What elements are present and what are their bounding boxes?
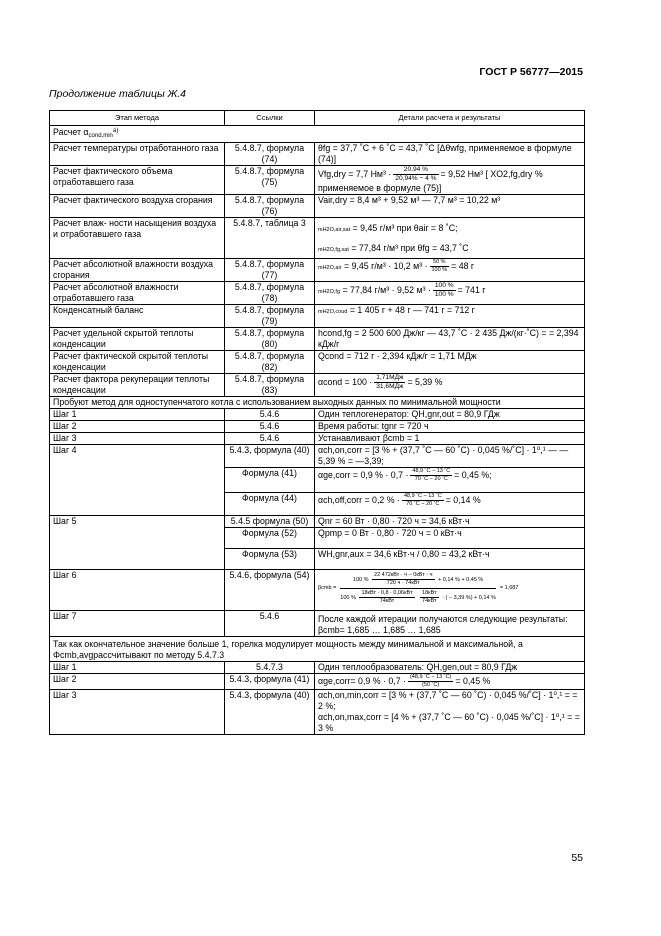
- table-row: [50, 259, 585, 282]
- ref-cell: 5.4.7.3: [225, 662, 315, 674]
- ref-cell: 5.4.3, формула (40): [225, 690, 315, 735]
- ref-cell: 5.4.8.7, формула (83): [225, 374, 315, 397]
- detail-cell: WH,gnr,aux = 34,6 кВт·ч / 0,80 = 43,2 кВт·ч: [315, 549, 585, 570]
- ref-cell: 5.4.8.7, формула (78): [225, 282, 315, 305]
- stage-cell: Расчет удельной скрытой теплоты конденсации: [50, 328, 225, 351]
- detail-cell: Qpmp = 0 Вт · 0,80 · 720 ч = 0 кВт·ч: [315, 528, 585, 549]
- calculation-table: [49, 110, 585, 735]
- ref-cell: 5.4.3, формула (40): [225, 445, 315, 468]
- table-continuation-caption: Продолжение таблицы Ж.4: [49, 88, 186, 100]
- stage-cell: Расчет температуры отработанного газа: [50, 143, 225, 166]
- table-row: [50, 421, 585, 433]
- table-row: [50, 570, 585, 611]
- table-row: [50, 351, 585, 374]
- fraction: $\frac{48,9 ˚C - 13 ˚C}{70 ˚C - 20 ˚C}$: [403, 493, 442, 507]
- stage-cell: Шаг 1: [50, 409, 225, 421]
- detail-cell: Qnr = 60 Вт · 0,80 · 720 ч = 34,6 кВт·ч: [315, 516, 585, 528]
- table-row: [50, 433, 585, 445]
- ref-cell: 5.4.8.7, формула (75): [225, 166, 315, 195]
- detail-cell: Один теплогенератор: QH,gnr,out = 80,9 ГДж: [315, 409, 585, 421]
- detail-cell: Один теплообразователь: QH,gen,out = 80,9 ГДж: [315, 662, 585, 674]
- table-row: [50, 195, 585, 218]
- ref-cell: 5.4.6: [225, 421, 315, 433]
- table-row: [50, 143, 585, 166]
- col-header-details: Детали расчета и результаты: [315, 111, 585, 126]
- ref-cell: 5.4.8.7, формула (74): [225, 143, 315, 166]
- formula-text: = 9,52 Нм³ [ XO2,fg,dry %: [440, 168, 543, 179]
- stage-cell: Расчет фактического объема отработавшего газа: [50, 166, 225, 195]
- stage-cell: Шаг 2: [50, 421, 225, 433]
- stage-cell: Конденсатный баланс: [50, 305, 225, 328]
- table-row: [50, 674, 585, 690]
- table-row: [50, 516, 585, 528]
- stage-cell: Шаг 7: [50, 611, 225, 637]
- table-row: [50, 611, 585, 637]
- ref-cell: 5.4.8.7, формула (79): [225, 305, 315, 328]
- ref-cell: 5.4.8.7, формула (77): [225, 259, 315, 282]
- ref-cell: 5.4.6: [225, 611, 315, 637]
- detail-cell: mH2O,fg = 77,84 г/м³ · 9,52 м³ · $\frac{100 \%}{100 \%}$ = 741 г: [315, 282, 585, 305]
- formula-text: Vfg,dry = 7,7 Нм³ ·: [318, 168, 392, 179]
- ref-cell: 5.4.6, формула (54): [225, 570, 315, 611]
- ref-cell: 5.4.6: [225, 409, 315, 421]
- fraction: $\frac{50 \%}{100 \%}$: [431, 259, 448, 273]
- fraction: $\frac{48,9 ˚C - 13 ˚C}{70 ˚C - 20 ˚C}$: [412, 468, 451, 482]
- ref-cell: 5.4.8.7, формула (80): [225, 328, 315, 351]
- table-row: [50, 662, 585, 674]
- page-number: 55: [571, 852, 583, 864]
- ref-cell: Формула (52): [225, 528, 315, 549]
- table-row: [50, 690, 585, 735]
- stage-cell: Расчет фактора рекуперации теплоты конденсации: [50, 374, 225, 397]
- ref-cell: Формула (53): [225, 549, 315, 570]
- table-row: [50, 328, 585, 351]
- ref-cell: 5.4.3, формула (41): [225, 674, 315, 690]
- section-title: Расчет $\alpha_{cond,min}^{a)}$: [50, 126, 585, 143]
- detail-cell: αch,on,corr = [3 % + (37,7 ˚C — 60 ˚C) · 0,045 %/˚C] · 1⁰,¹ — — 5,39 % = —3,39;: [315, 445, 585, 468]
- section-row: [50, 637, 585, 662]
- ref-cell: 5.4.8.7, формула (82): [225, 351, 315, 374]
- stage-cell: Расчет фактической скрытой теплоты конденсации: [50, 351, 225, 374]
- stage-cell: Шаг 5: [50, 516, 225, 570]
- table-row: [50, 218, 585, 259]
- stage-cell: Шаг 4: [50, 445, 225, 516]
- stage-cell: Шаг 3: [50, 690, 225, 735]
- ref-cell: Формула (44): [225, 493, 315, 516]
- table-row: [50, 166, 585, 195]
- detail-cell: mH2O,air,sat = 9,45 г/м³ при θair = 8 ˚C; mH2O,fg,sat = 77,84 г/м³ при θfg = 43,7 ˚C: [315, 218, 585, 259]
- section-row: [50, 397, 585, 409]
- detail-cell: Qcond = 712 г · 2,394 кДж/г = 1,71 МДж: [315, 351, 585, 374]
- fraction: 1,71МДж 31,6МДж: [376, 374, 404, 390]
- detail-cell: αge,corr = 0,9 % · 0,7 · $\frac{48,9 ˚C - 13 ˚C}{70 ˚C - 20 ˚C}$ = 0,45 %;: [315, 468, 585, 493]
- stage-cell: Шаг 1: [50, 662, 225, 674]
- detail-cell: αge,corr= 0,9 % · 0,7 · $\frac{(48,9 ˚C - 13 ˚C)}{(50 ˚C)}$ = 0,45 %: [315, 674, 585, 690]
- formula-text: применяемое в формуле (75)]: [318, 183, 442, 193]
- table-header-row: [50, 111, 585, 126]
- col-header-refs: Ссылки: [225, 111, 315, 126]
- section-row: [50, 126, 585, 143]
- standard-number: ГОСТ Р 56777—2015: [479, 66, 583, 78]
- detail-cell: αcond = 100 · 1,71МДж 31,6МДж = 5,39 %: [315, 374, 585, 397]
- stage-cell: Расчет абсолютной влажности отработавшего газа: [50, 282, 225, 305]
- table-row: [50, 374, 585, 397]
- section-title: Пробуют метод для одноступенчатого котла с использованием выходных данных по минимальной мощности: [50, 397, 585, 409]
- detail-cell: hcond,fg = 2 500 600 Дж/кг — 43,7 ˚C · 2 435 Дж/(кг·˚C) = = 2,394 кДж/г: [315, 328, 585, 351]
- detail-cell: αch,on,min,corr = [3 % + (37,7 ˚C — 60 ˚C) · 0,045 %/˚C] · 1⁰,¹ = = 2 %; αch,on,max,corr = [4 % + (37,7 ˚C — 60 ˚C) · 0,045 %/˚C] · 1⁰,¹ = = 3 %: [315, 690, 585, 735]
- fraction: $\frac{20,94 \%}{20,94\% - 4 \%}$: [395, 166, 437, 182]
- table-row: [50, 282, 585, 305]
- ref-cell: Формула (41): [225, 468, 315, 493]
- detail-cell: Время работы: tgnr = 720 ч: [315, 421, 585, 433]
- ref-cell: 5.4.5 формула (50): [225, 516, 315, 528]
- stage-cell: Шаг 6: [50, 570, 225, 611]
- ref-cell: 5.4.6: [225, 433, 315, 445]
- fraction: $\frac{100 \%}{100 \%}$: [434, 282, 454, 298]
- detail-cell: mH2O,air = 9,45 г/м³ · 10,2 м³ · $\frac{50 \%}{100 \%}$ = 48 г: [315, 259, 585, 282]
- stage-cell: Расчет абсолютной влажности воздуха сгорания: [50, 259, 225, 282]
- table-row: [50, 305, 585, 328]
- stage-cell: Расчет фактического воздуха сгорания: [50, 195, 225, 218]
- detail-cell: Устанавливают βcmb = 1: [315, 433, 585, 445]
- stage-cell: Расчет влаж- ности насыщения воздуха и отработавшего газа: [50, 218, 225, 259]
- beta-label: βcmb =: [318, 585, 337, 591]
- detail-cell: mH2O,coud = 1 405 г + 48 г — 741 г = 712 г: [315, 305, 585, 328]
- section-title: Так как окончательное значение больше 1, горелка модулирует мощность между минимальной и максимальной, а Φcmb,avgрассчитывают по методу 5.4.7.3: [50, 637, 585, 662]
- fraction: $\frac{(48,9 ˚C - 13 ˚C)}{(50 ˚C)}$: [409, 674, 452, 688]
- detail-cell: После каждой итерации получаются следующие результаты: βcmb= 1,685 … 1,685 … 1,685: [315, 611, 585, 637]
- detail-cell: θfg = 37,7 ˚C + 6 ˚C = 43,7 ˚C [Δθwfg, применяемое в формуле (74)]: [315, 143, 585, 166]
- detail-cell: Vair,dry = 8,4 м³ + 9,52 м³ — 7,7 м³ = 10,22 м³: [315, 195, 585, 218]
- stage-cell: Шаг 2: [50, 674, 225, 690]
- table-row: [50, 445, 585, 468]
- detail-cell: [315, 166, 585, 195]
- detail-cell: βcmb = 100 % 22 472кВт · ч − 0кВт · ч 720 ч · 74кВт + 0,14 % + 0,45 % 100 % 18кВт · 0,8 · 0,06кВт 74кВт 18кВт 74кВт · ( − 3,39 %) + 0,14 % = 1,687: [315, 570, 585, 611]
- detail-cell: αch,off,corr = 0,2 % · $\frac{48,9 ˚C - 13 ˚C}{70 ˚C - 20 ˚C}$ = 0,14 %: [315, 493, 585, 516]
- ref-cell: 5.4.8.7, формула (76): [225, 195, 315, 218]
- stage-cell: Шаг 3: [50, 433, 225, 445]
- col-header-stage: Этап метода: [50, 111, 225, 126]
- ref-cell: 5.4.8.7, таблица 3: [225, 218, 315, 259]
- table-row: [50, 409, 585, 421]
